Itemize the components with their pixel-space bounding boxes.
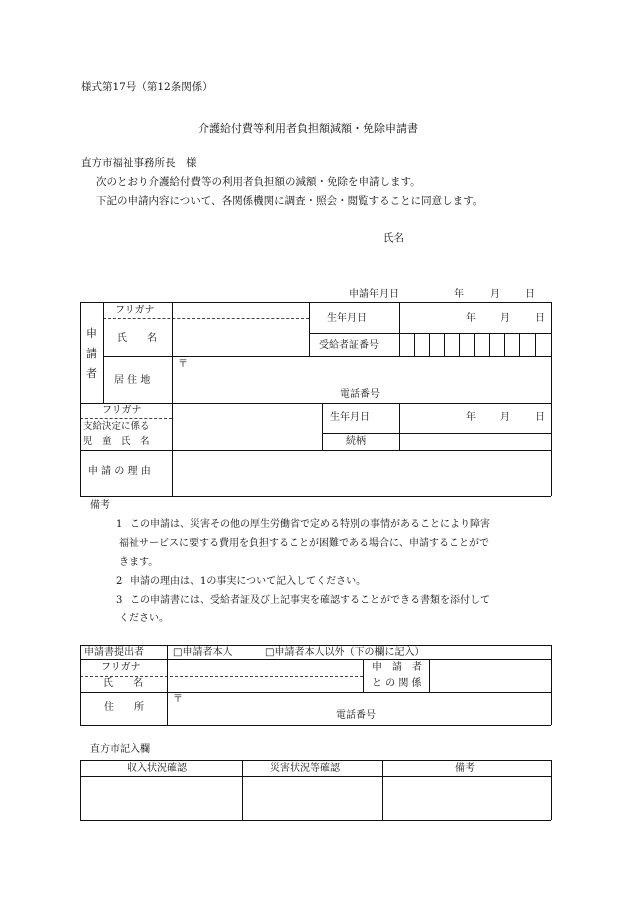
city-section-heading: 直方市記入欄 [90, 744, 150, 755]
recipient-cert-label: 受給者証番号 [319, 340, 379, 351]
notes-heading: 備考 [90, 500, 110, 511]
submitter-postal-mark: 〒 [173, 694, 183, 705]
child-birth-month: 月 [500, 412, 510, 423]
intro-line-1: 次のとおり介護給付費等の利用者負担額の減額・免除を申請します。 [96, 176, 421, 188]
application-date-label: 申請年月日 [349, 289, 399, 300]
applicant-furigana-label: フリガナ [115, 305, 155, 316]
application-date-day: 日 [525, 289, 535, 300]
submitter-address-label: 住 所 [104, 702, 144, 713]
city-col-disaster: 災害状況等確認 [270, 763, 340, 774]
note-2-line-1: 申請の理由は、1の事実について記入してください。 [130, 576, 367, 587]
submitter-name-label: 氏 名 [103, 678, 143, 689]
submitter-label: 申請書提出者 [84, 647, 144, 658]
applicant-birth-year: 年 [466, 313, 476, 324]
submitter-phone-label: 電話番号 [336, 710, 376, 721]
note-1-line-3: きます。 [119, 557, 159, 568]
application-date-month: 月 [490, 289, 500, 300]
reason-label: 申 請 の 理 由 [88, 466, 151, 477]
child-furigana-label: フリガナ [102, 405, 142, 416]
applicant-label-char-2: 請 [86, 347, 97, 360]
note-1-number: 1 [116, 519, 123, 530]
city-col-income: 収入状況確認 [127, 763, 187, 774]
note-3-number: 3 [116, 595, 123, 606]
applicant-phone-label: 電話番号 [340, 389, 380, 400]
child-relation-label: 続柄 [346, 436, 366, 447]
form-title: 介護給付費等利用者負担額減額・免除申請書 [198, 122, 418, 135]
submitter-furigana-label: フリガナ [101, 662, 141, 673]
child-birthdate-label: 生年月日 [330, 412, 370, 423]
child-label-line-1: 支給決定に係る [83, 421, 150, 432]
applicant-birthdate-label: 生年月日 [327, 313, 367, 324]
applicant-label-char-3: 者 [86, 367, 97, 380]
addressee: 直方市福祉事務所長 様 [81, 157, 197, 169]
signature-label: 氏名 [383, 232, 404, 244]
submitter-relation-line-2: と の 関 係 [372, 678, 422, 689]
applicant-label-char-1: 申 [86, 327, 97, 340]
note-2-number: 2 [116, 576, 123, 587]
form-number: 様式第17号（第12条関係） [81, 81, 213, 93]
child-birth-year: 年 [466, 412, 476, 423]
applicant-name-label: 氏 名 [117, 333, 157, 344]
submitter-option-self[interactable]: □申請者本人 [173, 647, 233, 658]
applicant-postal-mark: 〒 [178, 359, 188, 370]
submitter-option-other[interactable]: □申請者本人以外（下の欄に記入） [265, 647, 425, 658]
application-date-year: 年 [454, 289, 464, 300]
note-3-line-2: ください。 [119, 613, 169, 624]
intro-line-2: 下記の申請内容について、各関係機関に調査・照会・閲覧することに同意します。 [96, 195, 484, 207]
applicant-birth-month: 月 [500, 313, 510, 324]
submitter-relation-line-1: 申 請 者 [372, 662, 422, 673]
note-3-line-1: この申請書には、受給者証及び上記事実を確認することができる書類を添付して [130, 595, 490, 606]
note-1-line-2: 福祉サービスに要する費用を負担することが困難である場合に、申請することがで [119, 538, 489, 549]
city-col-remarks: 備考 [455, 763, 475, 774]
child-label-line-2: 児 童 氏 名 [83, 436, 150, 447]
applicant-address-label: 居 住 地 [114, 375, 151, 386]
child-birth-day: 日 [535, 412, 545, 423]
note-1-line-1: この申請は、災害その他の厚生労働省で定める特別の事情があることにより障害 [130, 519, 490, 530]
applicant-birth-day: 日 [535, 313, 545, 324]
